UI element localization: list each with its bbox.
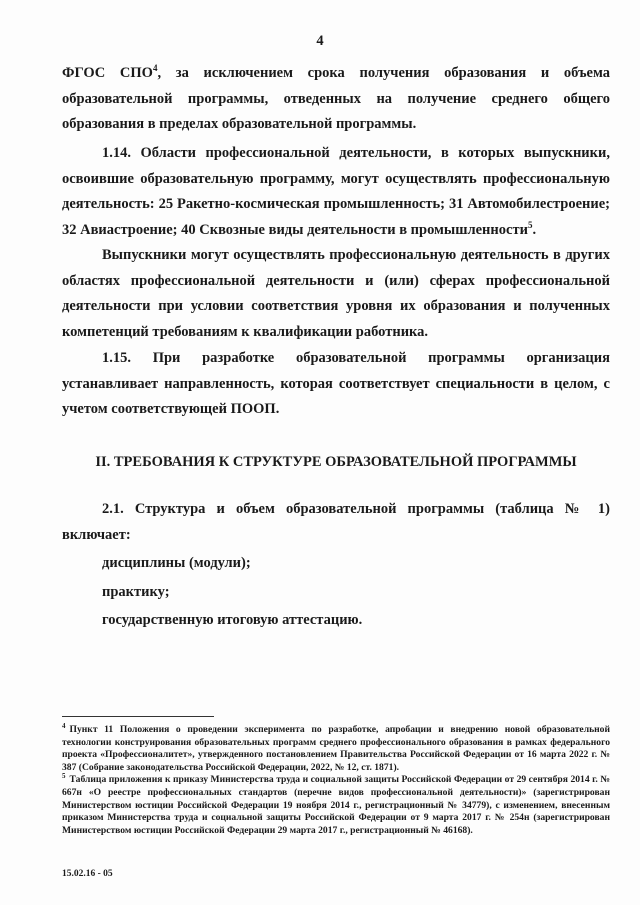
footnote-5-text: Таблица приложения к приказу Министерства труда и социальной защиты Российской Федерации от 29 сентября 2014 г. № 667н «О реестре профессиональных стандартов (перечне видов профессиональной деятельности)» (зарегистрирован Министерством юстиции Российской Федерации 19 ноября 2014 г., регистрационный № 34779), с изменением, внесенным приказом Министерства труда и социальной защиты Российской Федерации от 9 марта 2017 г. № 254н (зарегистрирован Министерством юстиции Российской Федерации 29 марта 2017 г., регистрационный № 46168). <box>62 774 610 836</box>
document-code: 15.02.16 - 05 <box>62 869 113 879</box>
paragraph-1-15 <box>62 346 610 423</box>
footnote-5-number: 5 <box>62 772 66 781</box>
footnote-4-number: 4 <box>62 721 66 730</box>
section-heading: II. ТРЕБОВАНИЯ К СТРУКТУРЕ ОБРАЗОВАТЕЛЬНОЙ ПРОГРАММЫ <box>95 454 577 470</box>
paragraph-graduates <box>62 243 610 345</box>
footnote-ref-4[interactable]: 4 <box>152 63 158 74</box>
footnote-ref-5[interactable]: 5 <box>527 219 533 230</box>
footnote-4-text: Пункт 11 Положения о проведении эксперимента по разработке, апробации и внедрению новой образовательной технологии конструирования образовательных программ среднего профессионального образования в рамках федерального проекта «Профессионалитет», утвержденного постановлением Правительства Российской Федерации от 16 марта 2022 г. № 387 (Собрание законодательства Российской Федерации, 2022, № 12, ст. 1871). <box>62 724 610 773</box>
paragraph-2-1 <box>62 497 610 634</box>
intro-rest: , за исключением срока получения образования и объема образовательной программы, отведенных на получение среднего общего образования в пределах образовательной программы. <box>62 65 610 132</box>
footnotes-block <box>62 721 610 837</box>
footnote-divider <box>62 716 214 717</box>
footnote-5 <box>62 774 610 837</box>
paragraph-graduates-text: Выпускники могут осуществлять профессиональную деятельность в других областях профессиональной деятельности и (или) сферах профессиональной деятельности при условии соответствия уровня их образования и полученных компетенций требованиям к квалификации работника. <box>62 247 610 340</box>
list-item-disciplines: дисциплины (модули); <box>102 555 251 571</box>
footnote-4 <box>62 721 610 774</box>
list-item-attestation: государственную итоговую аттестацию. <box>102 612 363 628</box>
paragraph-1-15-text: 1.15. При разработке образовательной программы организация устанавливает направленность, которая соответствует специальности в целом, с учетом соответствующей ПООП. <box>62 350 610 417</box>
intro-paragraph <box>62 61 610 138</box>
intro-text: ФГОС СПО <box>62 65 153 81</box>
paragraph-1-14 <box>62 141 610 243</box>
paragraph-1-14-end: . <box>532 221 537 238</box>
paragraph-2-1-text: 2.1. Структура и объем образовательной программы (таблица № 1) включает: <box>62 501 610 543</box>
paragraph-1-14-text: 1.14. Области профессиональной деятельности, в которых выпускники, освоившие образовательную программу, могут осуществлять профессиональную деятельность: 25 Ракетно-космическая промышленность; 31 Автомобилестроение; 32 Авиастроение; 40 Сквозные виды деятельности в промышленности <box>62 145 610 238</box>
page-number: 4 <box>316 33 324 49</box>
list-item-practice: практику; <box>102 583 170 600</box>
